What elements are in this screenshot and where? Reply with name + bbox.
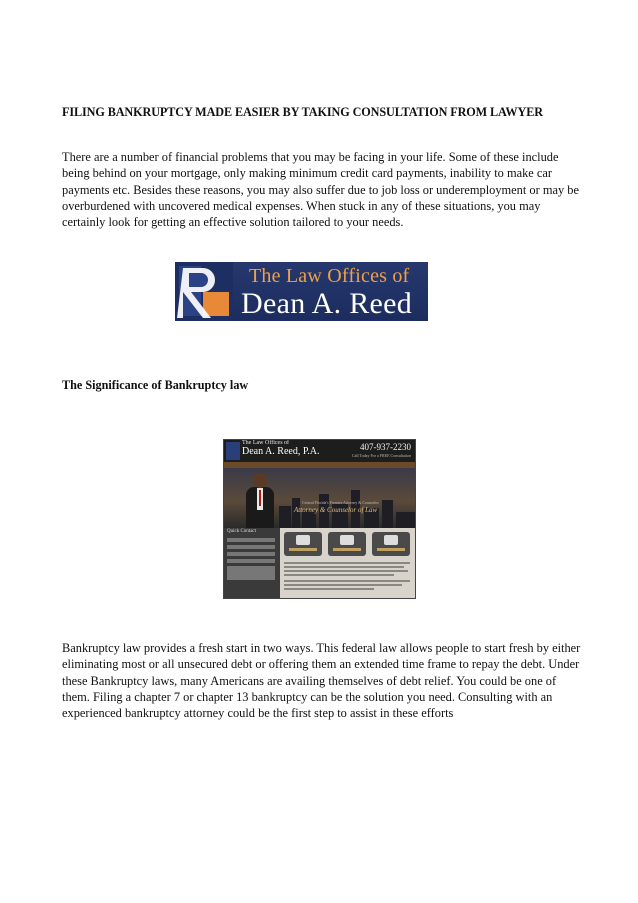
site-sidebar-title: Quick Contact (227, 529, 257, 534)
dr-monogram-icon (175, 262, 233, 321)
site-firm-name: Dean A. Reed, P.A. (242, 446, 320, 457)
section-heading: The Significance of Bankruptcy law (62, 378, 249, 392)
service-bankruptcy-icon (328, 532, 366, 556)
site-phone: 407-937-2230 (360, 442, 411, 452)
law-office-logo (175, 262, 428, 321)
site-call-text: Call Today For a FREE Consultation (351, 453, 411, 458)
document-title: FILING BANKRUPTCY MADE EASIER BY TAKING CONSULTATION FROM LAWYER (62, 105, 543, 119)
site-quick-contact (224, 528, 280, 598)
site-services (280, 528, 415, 598)
body-paragraph: Bankruptcy law provides a fresh start in two ways. This federal law allows people to start fresh by either eliminating most or all unsecured debt or offering them an extended time frame to repay the debt. Under these Bankruptcy laws, many Americans are availing themselves of debt relief. You could be one of them. Filing a chapter 7 or chapter 13 bankruptcy can be the solution you need. Consulting with an experienced bankruptcy attorney could be the first step to assist in these efforts (62, 641, 581, 721)
intro-paragraph: There are a number of financial problems that you may be facing in your life. Some of these include being behind on your mortgage, only making minimum credit card payments, inability to make car payments etc. Besides these reasons, you may also suffer due to job loss or underemployment or may be overburdened with uncovered medical expenses. When stuck in any of these situations, you may certainly look for getting an effective solution tailored to your needs. (62, 150, 579, 230)
website-screenshot (223, 439, 416, 599)
site-tagline: Attorney & Counselor of Law (294, 506, 378, 514)
attorney-photo (244, 471, 276, 528)
site-logo-icon (226, 442, 240, 460)
service-social-security-icon (372, 532, 410, 556)
site-firm-small: The Law Offices of (242, 440, 290, 446)
logo-line2: Dean A. Reed (241, 287, 413, 320)
service-injury-icon (284, 532, 322, 556)
site-header (224, 440, 415, 462)
logo-line1: The Law Offices of (249, 265, 410, 287)
site-tagline-small: Central Florida's Premier Attorney & Counselor (302, 500, 379, 505)
